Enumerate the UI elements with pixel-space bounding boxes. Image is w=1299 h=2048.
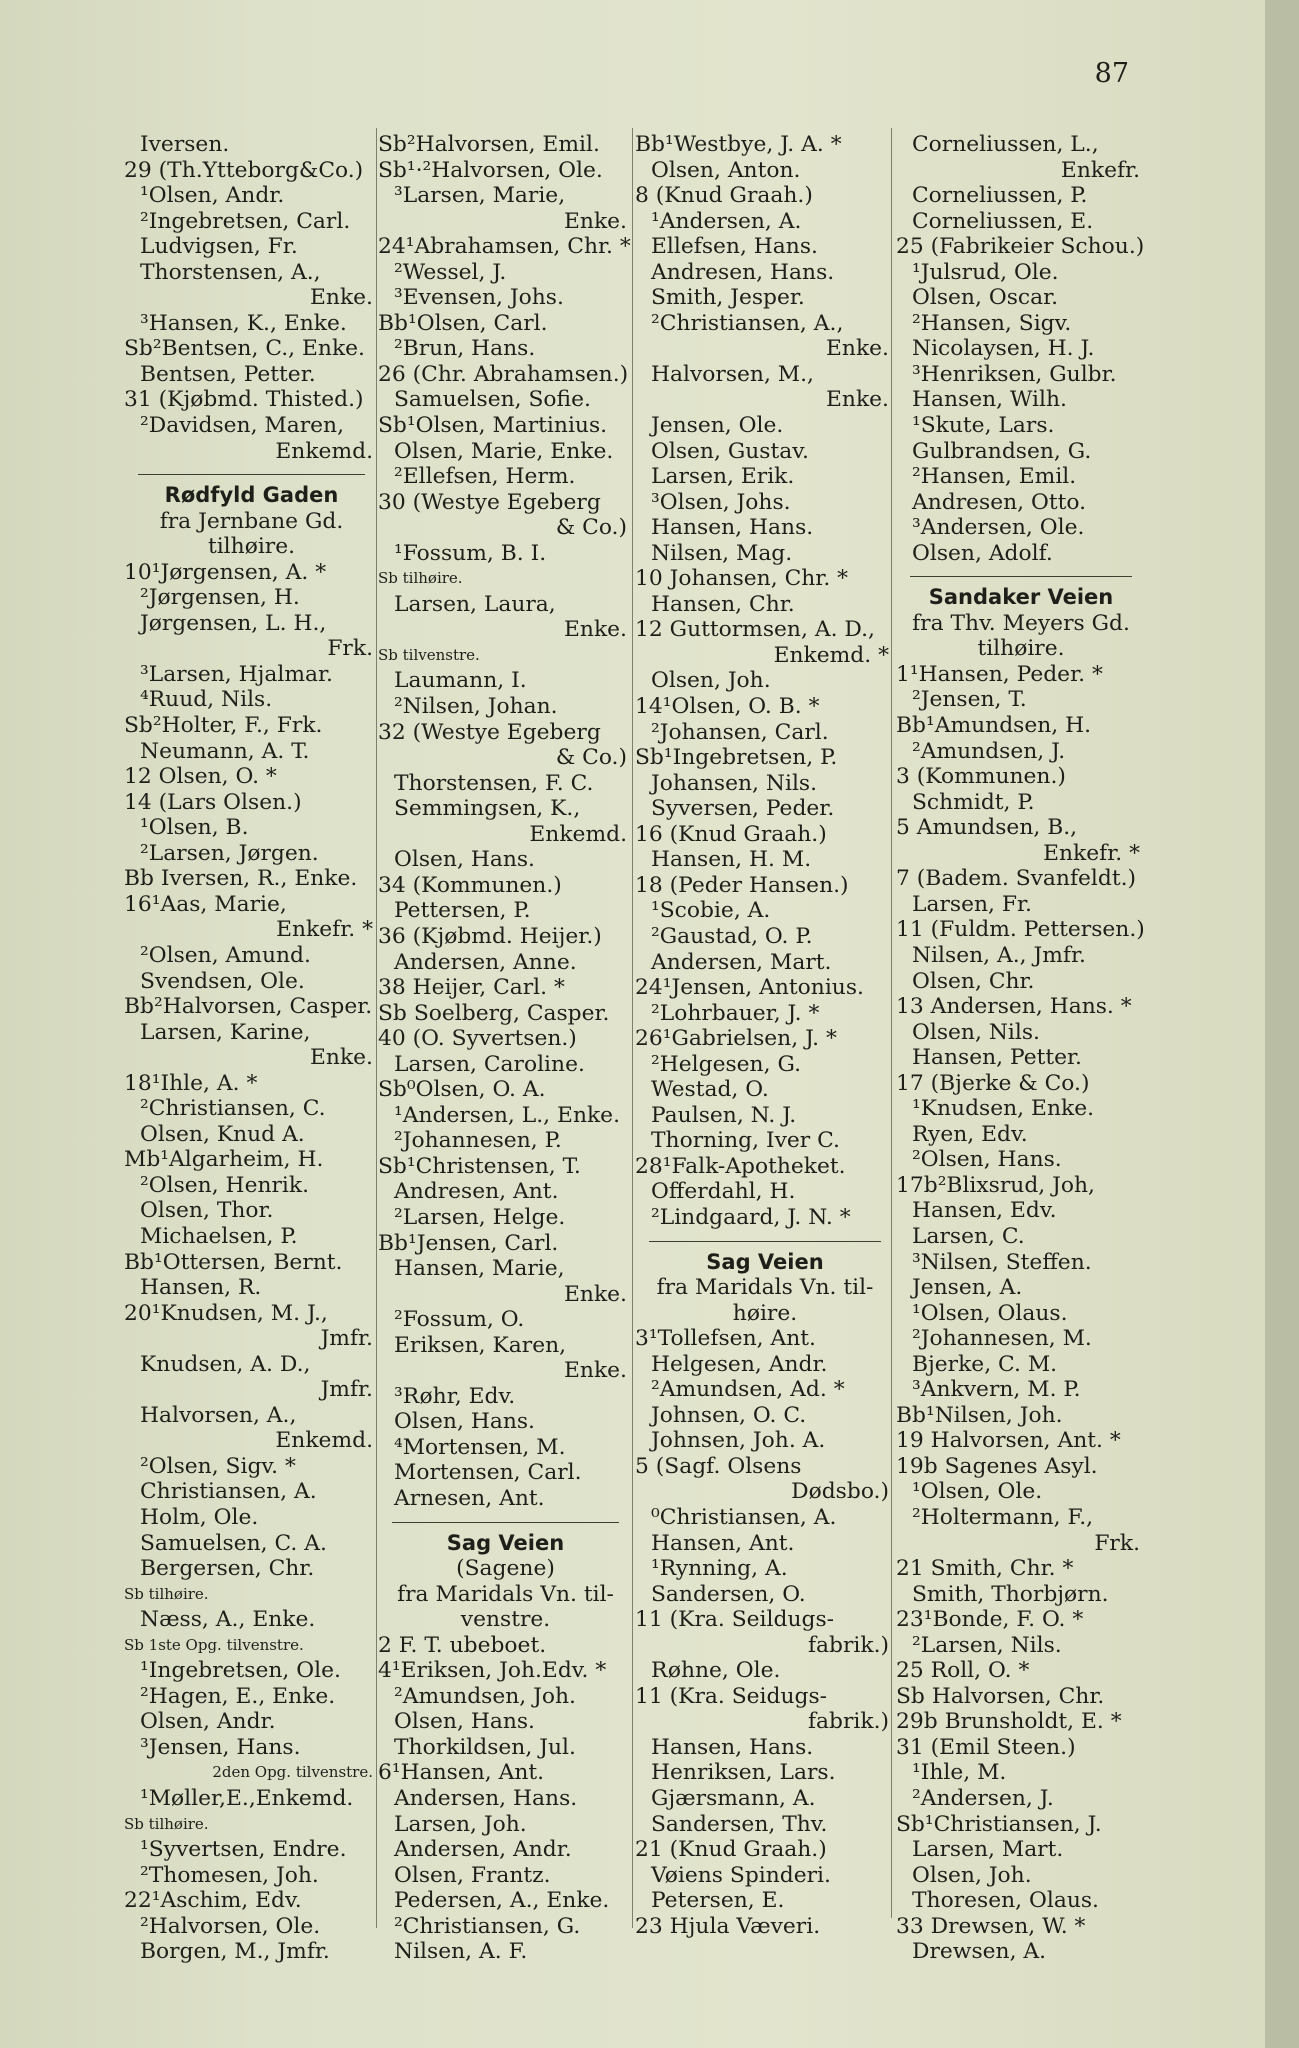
directory-entry: 3 (Kommunen.) bbox=[896, 764, 1066, 790]
directory-entry: 23¹Bonde, F. O. * bbox=[896, 1607, 1084, 1633]
directory-entry: Hansen, Ant. bbox=[651, 1530, 795, 1556]
directory-entry: Olsen, Knud A. bbox=[140, 1121, 305, 1147]
directory-entry: ²Amundsen, Ad. * bbox=[651, 1377, 845, 1403]
directory-entry: fra Jernbane Gd. bbox=[159, 508, 344, 534]
directory-entry: Hansen, Wilh. bbox=[912, 387, 1067, 413]
directory-entry: ³Andersen, Ole. bbox=[912, 515, 1085, 541]
directory-column-4 bbox=[896, 132, 1146, 1965]
directory-entry: Hansen, Marie, bbox=[394, 1256, 565, 1282]
directory-entry: Corneliussen, E. bbox=[912, 208, 1094, 234]
directory-entry: (Sagene) bbox=[456, 1556, 555, 1582]
directory-entry: Borgen, M., Jmfr. bbox=[140, 1939, 330, 1965]
directory-entry: Olsen, Andr. bbox=[140, 1709, 276, 1735]
directory-entry: 19 Halvorsen, Ant. * bbox=[896, 1428, 1121, 1454]
directory-entry: Enke. bbox=[564, 1358, 627, 1384]
directory-entry: Andersen, Hans. bbox=[394, 1786, 578, 1811]
directory-entry: ²Christiansen, A., bbox=[651, 310, 844, 336]
directory-entry: ³Olsen, Johs. bbox=[651, 489, 791, 515]
directory-entry: Halvorsen, M., bbox=[651, 361, 814, 387]
directory-entry: Sandersen, Thv. bbox=[651, 1811, 828, 1837]
directory-entry: 31 (Kjøbmd. Thisted.) bbox=[124, 387, 364, 413]
directory-entry: Neumann, A. T. bbox=[140, 738, 310, 764]
directory-entry: Frk. bbox=[327, 636, 373, 662]
directory-entry: Sb⁰Olsen, O. A. bbox=[378, 1077, 546, 1103]
directory-entry: Knudsen, A. D., bbox=[140, 1351, 311, 1377]
directory-entry: ¹Julsrud, Ole. bbox=[912, 259, 1059, 285]
directory-entry: Enke. bbox=[826, 387, 889, 413]
directory-entry: Enke. bbox=[564, 1281, 627, 1307]
directory-entry: ¹Rynning, A. bbox=[651, 1556, 788, 1582]
directory-entry: Henriksen, Lars. bbox=[651, 1760, 836, 1786]
directory-entry: ³Ankvern, M. P. bbox=[912, 1377, 1081, 1403]
directory-entry: 26¹Gabrielsen, J. * bbox=[635, 1026, 837, 1052]
directory-entry: 31 (Emil Steen.) bbox=[896, 1734, 1076, 1760]
directory-entry: ³Hansen, K., Enke. bbox=[140, 310, 347, 336]
directory-entry: Sb Halvorsen, Chr. bbox=[896, 1683, 1105, 1709]
directory-entry: Johansen, Nils. bbox=[651, 770, 818, 796]
directory-entry: Larsen, Fr. bbox=[912, 891, 1032, 917]
directory-entry: Olsen, Thor. bbox=[140, 1198, 274, 1224]
directory-entry: fra Thv. Meyers Gd. bbox=[912, 610, 1130, 636]
directory-entry: ²Andersen, J. bbox=[912, 1786, 1054, 1811]
directory-entry: ¹Syvertsen, Endre. bbox=[140, 1837, 347, 1863]
directory-entry: fabrik.) bbox=[807, 1632, 889, 1658]
directory-entry: Sb¹Ingebretsen, P. bbox=[635, 745, 838, 771]
street-heading: Sandaker Veien bbox=[928, 585, 1114, 610]
directory-entry: Enke. bbox=[310, 1045, 373, 1071]
directory-entry: tilhøire. bbox=[977, 636, 1065, 662]
directory-entry: Nilsen, A. F. bbox=[394, 1939, 528, 1965]
directory-entry: Nilsen, A., Jmfr. bbox=[912, 942, 1086, 968]
directory-entry: 16¹Aas, Marie, bbox=[124, 891, 287, 917]
directory-entry: ¹Knudsen, Enke. bbox=[912, 1096, 1095, 1122]
directory-entry: Halvorsen, A., bbox=[140, 1402, 297, 1428]
section-rule bbox=[138, 474, 365, 475]
directory-entry: ²Larsen, Jørgen. bbox=[140, 840, 319, 866]
directory-entry: Sandersen, O. bbox=[651, 1581, 806, 1607]
directory-entry: Sb tilhøire. bbox=[124, 1584, 209, 1603]
directory-entry: venstre. bbox=[460, 1607, 551, 1633]
directory-entry: Frk. bbox=[1094, 1530, 1140, 1556]
directory-entry: ¹Andersen, L., Enke. bbox=[394, 1102, 621, 1128]
directory-entry: Andersen, Mart. bbox=[651, 949, 832, 975]
directory-entry: Bb¹Nilsen, Joh. bbox=[896, 1402, 1063, 1428]
directory-entry: ²Brun, Hans. bbox=[394, 336, 536, 362]
directory-entry: Larsen, Karine, bbox=[140, 1019, 311, 1045]
directory-entry: Sb tilhøire. bbox=[124, 1814, 209, 1833]
directory-entry: Enkefr. * bbox=[1043, 840, 1140, 866]
directory-entry: ¹Olsen, Andr. bbox=[140, 183, 285, 209]
directory-entry: ¹Ihle, M. bbox=[912, 1760, 1007, 1786]
directory-entry: Christiansen, A. bbox=[140, 1479, 317, 1505]
directory-entry: ²Helgesen, G. bbox=[651, 1051, 802, 1077]
directory-entry: Smith, Thorbjørn. bbox=[912, 1581, 1109, 1607]
directory-entry: Enkemd. * bbox=[773, 642, 889, 668]
directory-entry: ¹Olsen, B. bbox=[140, 815, 249, 841]
directory-entry: 3¹Tollefsen, Ant. bbox=[635, 1326, 816, 1352]
directory-entry: ²Amundsen, Joh. bbox=[394, 1683, 576, 1709]
directory-entry: Offerdahl, H. bbox=[651, 1179, 796, 1205]
directory-entry: Sb²Bentsen, C., Enke. bbox=[124, 336, 365, 362]
directory-entry: 1¹Hansen, Peder. * bbox=[896, 661, 1103, 687]
directory-entry: Thorstensen, A., bbox=[140, 259, 321, 285]
directory-entry: 38 Heijer, Carl. * bbox=[378, 975, 565, 1001]
section-rule bbox=[649, 1241, 881, 1242]
directory-entry: fra Maridals Vn. til- bbox=[397, 1581, 614, 1607]
directory-entry: Enke. bbox=[826, 336, 889, 362]
directory-entry: Nilsen, Mag. bbox=[651, 540, 793, 566]
directory-entry: 11 (Kra. Seildugs- bbox=[635, 1607, 834, 1633]
directory-entry: Røhne, Ole. bbox=[651, 1658, 781, 1684]
directory-entry: Enkemd. bbox=[275, 1428, 373, 1454]
directory-entry: fabrik.) bbox=[807, 1709, 889, 1735]
directory-entry: Laumann, I. bbox=[394, 668, 527, 694]
directory-column-1 bbox=[124, 132, 379, 1965]
directory-entry: Hansen, Hans. bbox=[651, 515, 814, 541]
street-heading: Sag Veien bbox=[706, 1249, 824, 1274]
directory-entry: Eriksen, Karen, bbox=[394, 1332, 567, 1358]
directory-entry: Sb tilhøire. bbox=[378, 569, 463, 588]
directory-entry: Gulbrandsen, G. bbox=[912, 438, 1092, 464]
directory-entry: ²Olsen, Henrik. bbox=[140, 1172, 310, 1198]
directory-entry: Semmingsen, K., bbox=[394, 796, 581, 822]
directory-entry: Sb tilvenstre. bbox=[378, 645, 480, 664]
directory-entry: Jensen, Ole. bbox=[651, 413, 784, 439]
directory-entry: Bentsen, Petter. bbox=[140, 361, 316, 387]
directory-entry: ¹Skute, Lars. bbox=[912, 413, 1055, 439]
directory-entry: Olsen, Marie, Enke. bbox=[394, 438, 614, 464]
directory-entry: Bb¹Ottersen, Bernt. bbox=[124, 1249, 343, 1275]
directory-entry: 5 (Sagf. Olsens bbox=[635, 1453, 802, 1479]
directory-entry: Bb¹Olsen, Carl. bbox=[378, 310, 548, 336]
directory-entry: Michaelsen, P. bbox=[140, 1223, 298, 1249]
directory-column-3 bbox=[635, 132, 895, 1939]
directory-entry: ¹Møller,E.,Enkemd. bbox=[140, 1786, 354, 1811]
directory-entry: Olsen, Nils. bbox=[912, 1019, 1040, 1045]
section-rule bbox=[392, 1522, 619, 1523]
directory-entry: Thorning, Iver C. bbox=[651, 1128, 840, 1154]
directory-entry: Olsen, Adolf. bbox=[912, 540, 1053, 566]
directory-entry: Olsen, Hans. bbox=[394, 847, 535, 873]
directory-entry: Larsen, Caroline. bbox=[394, 1051, 585, 1077]
directory-entry: Andersen, Andr. bbox=[394, 1837, 572, 1863]
directory-entry: Iversen. bbox=[140, 132, 230, 157]
directory-entry: 12 Olsen, O. * bbox=[124, 764, 277, 790]
directory-entry: Larsen, Laura, bbox=[394, 591, 556, 617]
directory-entry: Hansen, H. M. bbox=[651, 847, 812, 873]
directory-entry: ⁰Christiansen, A. bbox=[651, 1504, 837, 1530]
directory-entry: 36 (Kjøbmd. Heijer.) bbox=[378, 923, 602, 949]
directory-entry: 25 Roll, O. * bbox=[896, 1658, 1030, 1684]
directory-entry: ³Evensen, Johs. bbox=[394, 285, 564, 311]
directory-entry: Olsen, Joh. bbox=[912, 1862, 1032, 1888]
directory-entry: 18 (Peder Hansen.) bbox=[635, 872, 849, 898]
directory-entry: Larsen, Joh. bbox=[394, 1811, 527, 1837]
directory-entry: ²Holtermann, F., bbox=[912, 1504, 1094, 1530]
directory-entry: 25 (Fabrikeier Schou.) bbox=[896, 234, 1145, 260]
directory-entry: ⁴Ruud, Nils. bbox=[140, 687, 273, 713]
directory-entry: 6¹Hansen, Ant. bbox=[378, 1760, 545, 1786]
directory-entry: ¹Olsen, Olaus. bbox=[912, 1300, 1068, 1326]
directory-entry: 19b Sagenes Asyl. bbox=[896, 1453, 1098, 1479]
directory-entry: ²Hansen, Sigv. bbox=[912, 310, 1072, 336]
directory-entry: Olsen, Oscar. bbox=[912, 285, 1059, 311]
page-number: 87 bbox=[1094, 58, 1129, 89]
directory-entry: 21 Smith, Chr. * bbox=[896, 1556, 1074, 1582]
directory-entry: Andresen, Otto. bbox=[912, 489, 1087, 515]
directory-entry: Enkemd. bbox=[529, 821, 627, 847]
directory-entry: Olsen, Chr. bbox=[912, 968, 1035, 994]
directory-entry: 11 (Fuldm. Pettersen.) bbox=[896, 917, 1145, 943]
directory-entry: 14¹Olsen, O. B. * bbox=[635, 694, 820, 720]
directory-entry: Sb²Holter, F., Frk. bbox=[124, 713, 323, 739]
directory-entry: ²Hansen, Emil. bbox=[912, 464, 1077, 490]
directory-entry: Smith, Jesper. bbox=[651, 285, 805, 311]
directory-entry: ²Amundsen, J. bbox=[912, 738, 1066, 764]
directory-entry: ³Larsen, Hjalmar. bbox=[140, 661, 333, 687]
directory-entry: Bb²Halvorsen, Casper. bbox=[124, 994, 373, 1020]
directory-entry: Samuelsen, Sofie. bbox=[394, 387, 591, 413]
directory-entry: Olsen, Hans. bbox=[394, 1409, 535, 1435]
directory-entry: 7 (Badem. Svanfeldt.) bbox=[896, 866, 1137, 892]
directory-entry: 40 (O. Syvertsen.) bbox=[378, 1026, 577, 1052]
directory-entry: ⁴Mortensen, M. bbox=[394, 1434, 566, 1460]
directory-entry: ²Christiansen, C. bbox=[140, 1096, 326, 1122]
directory-entry: Svendsen, Ole. bbox=[140, 968, 305, 994]
directory-entry: 32 (Westye Egeberg bbox=[378, 719, 601, 745]
directory-entry: 28¹Falk-Apotheket. bbox=[635, 1153, 846, 1179]
directory-entry: ³Henriksen, Gulbr. bbox=[912, 361, 1117, 387]
directory-entry: Olsen, Gustav. bbox=[651, 438, 809, 464]
directory-entry: Petersen, E. bbox=[651, 1888, 785, 1914]
directory-entry: 17b²Blixsrud, Joh, bbox=[896, 1172, 1095, 1198]
directory-entry: ²Halvorsen, Ole. bbox=[140, 1913, 321, 1939]
directory-entry: Larsen, C. bbox=[912, 1223, 1025, 1249]
directory-entry: Enkefr. bbox=[1060, 157, 1140, 183]
directory-entry: Enke. bbox=[310, 285, 373, 311]
directory-entry: 14 (Lars Olsen.) bbox=[124, 789, 302, 815]
directory-entry: ²Johansen, Carl. bbox=[651, 719, 829, 745]
directory-entry: Bb Iversen, R., Enke. bbox=[124, 866, 358, 892]
directory-entry: ²Jensen, T. bbox=[912, 687, 1027, 713]
directory-entry: ³Røhr, Edv. bbox=[394, 1383, 516, 1409]
directory-entry: Vøiens Spinderi. bbox=[651, 1862, 831, 1888]
directory-column-2 bbox=[378, 132, 633, 1965]
directory-entry: Bjerke, C. M. bbox=[912, 1351, 1058, 1377]
directory-entry: ²Wessel, J. bbox=[394, 259, 507, 285]
directory-entry: ²Gaustad, O. P. bbox=[651, 923, 813, 949]
directory-entry: Jmfr. bbox=[320, 1326, 373, 1352]
directory-entry: Thorstensen, F. C. bbox=[394, 770, 594, 796]
directory-entry: Thorkildsen, Jul. bbox=[394, 1734, 576, 1760]
directory-entry: 2den Opg. tilvenstre. bbox=[212, 1763, 373, 1782]
directory-entry: 33 Drewsen, W. * bbox=[896, 1913, 1086, 1939]
directory-entry: Bb¹Jensen, Carl. bbox=[378, 1230, 559, 1256]
directory-entry: 23 Hjula Væveri. bbox=[635, 1913, 821, 1939]
directory-entry: ²Ingebretsen, Carl. bbox=[140, 208, 351, 234]
directory-entry: Hansen, R. bbox=[140, 1275, 262, 1301]
directory-entry: ³Larsen, Marie, bbox=[394, 183, 566, 209]
directory-entry: 17 (Bjerke & Co.) bbox=[896, 1070, 1090, 1096]
directory-entry: Olsen, Frantz. bbox=[394, 1862, 551, 1888]
directory-entry: ¹Ingebretsen, Ole. bbox=[140, 1658, 341, 1684]
directory-entry: ²Olsen, Hans. bbox=[912, 1147, 1062, 1173]
directory-entry: Holm, Ole. bbox=[140, 1504, 259, 1530]
directory-entry: Pettersen, P. bbox=[394, 898, 531, 924]
directory-entry: tilhøire. bbox=[207, 534, 296, 560]
section-rule bbox=[910, 576, 1132, 577]
directory-entry: 29 (Th.Ytteborg&Co.) bbox=[124, 157, 364, 183]
directory-entry: Sb Soelberg, Casper. bbox=[378, 1000, 610, 1026]
directory-entry: Hansen, Petter. bbox=[912, 1045, 1082, 1071]
directory-entry: 34 (Kommunen.) bbox=[378, 872, 562, 898]
street-heading: Sag Veien bbox=[446, 1530, 565, 1555]
directory-entry: 16 (Knud Graah.) bbox=[635, 821, 827, 847]
directory-entry: Sb¹·²Halvorsen, Ole. bbox=[378, 157, 603, 183]
directory-entry: 4¹Eriksen, Joh.Edv. * bbox=[378, 1658, 607, 1684]
directory-entry: ²Christiansen, G. bbox=[394, 1913, 581, 1939]
directory-entry: Corneliussen, L., bbox=[912, 132, 1099, 157]
directory-entry: Johnsen, O. C. bbox=[651, 1402, 807, 1428]
directory-entry: ²Davidsen, Maren, bbox=[140, 413, 345, 439]
directory-entry: 24¹Jensen, Antonius. bbox=[635, 975, 864, 1001]
directory-entry: 21 (Knud Graah.) bbox=[635, 1837, 827, 1863]
directory-entry: 26 (Chr. Abrahamsen.) bbox=[378, 361, 629, 387]
directory-entry: Nicolaysen, H. J. bbox=[912, 336, 1095, 362]
directory-entry: Næss, A., Enke. bbox=[140, 1607, 316, 1633]
directory-entry: ²Larsen, Helge. bbox=[394, 1204, 566, 1230]
directory-entry: ²Larsen, Nils. bbox=[912, 1632, 1062, 1658]
directory-entry: Mb¹Algarheim, H. bbox=[124, 1147, 324, 1173]
directory-entry: 11 (Kra. Seidugs- bbox=[635, 1683, 828, 1709]
directory-entry: ³Jensen, Hans. bbox=[140, 1734, 301, 1760]
directory-entry: ²Fossum, O. bbox=[394, 1307, 525, 1333]
directory-entry: & Co.) bbox=[555, 745, 627, 771]
directory-entry: Sb 1ste Opg. tilvenstre. bbox=[124, 1635, 304, 1654]
directory-entry: Hansen, Hans. bbox=[651, 1734, 814, 1760]
directory-entry: Helgesen, Andr. bbox=[651, 1351, 828, 1377]
directory-entry: høire. bbox=[732, 1300, 798, 1326]
directory-entry: Paulsen, N. J. bbox=[651, 1102, 797, 1128]
directory-entry: ²Nilsen, Johan. bbox=[394, 694, 558, 720]
directory-entry: fra Maridals Vn. til- bbox=[656, 1275, 874, 1301]
directory-entry: 10¹Jørgensen, A. * bbox=[124, 559, 327, 585]
directory-entry: Larsen, Mart. bbox=[912, 1837, 1064, 1863]
directory-entry: Ludvigsen, Fr. bbox=[140, 234, 298, 260]
directory-entry: 10 Johansen, Chr. * bbox=[635, 566, 849, 592]
directory-entry: & Co.) bbox=[555, 515, 627, 541]
directory-entry: ²Olsen, Sigv. * bbox=[140, 1453, 296, 1479]
directory-entry: 8 (Knud Graah.) bbox=[635, 183, 813, 209]
directory-entry: Syversen, Peder. bbox=[651, 796, 835, 822]
directory-entry: Bb¹Amundsen, H. bbox=[896, 713, 1092, 739]
directory-entry: Enkemd. bbox=[275, 438, 373, 464]
directory-entry: Corneliussen, P. bbox=[912, 183, 1088, 209]
directory-entry: Andresen, Ant. bbox=[394, 1179, 559, 1205]
directory-entry: 13 Andersen, Hans. * bbox=[896, 994, 1132, 1020]
directory-entry: 29b Brunsholdt, E. * bbox=[896, 1709, 1122, 1735]
directory-entry: ³Nilsen, Steffen. bbox=[912, 1249, 1092, 1275]
directory-entry: 12 Guttormsen, A. D., bbox=[635, 617, 875, 643]
directory-entry: Arnesen, Ant. bbox=[394, 1485, 545, 1511]
directory-entry: Bb¹Westbye, J. A. * bbox=[635, 132, 842, 157]
street-heading: Rødfyld Gaden bbox=[164, 483, 339, 508]
directory-entry: ¹Andersen, A. bbox=[651, 208, 802, 234]
directory-entry: Mortensen, Carl. bbox=[394, 1460, 582, 1486]
directory-entry: Sb¹Christiansen, J. bbox=[896, 1811, 1102, 1837]
directory-entry: 22¹Aschim, Edv. bbox=[124, 1888, 302, 1914]
directory-entry: Olsen, Joh. bbox=[651, 668, 771, 694]
directory-entry: 2 F. T. ubeboet. bbox=[378, 1632, 547, 1658]
directory-entry: Gjærsmann, A. bbox=[651, 1786, 816, 1811]
directory-entry: Hansen, Chr. bbox=[651, 591, 795, 617]
directory-entry: ²Lindgaard, J. N. * bbox=[651, 1204, 851, 1230]
directory-entry: Pedersen, A., Enke. bbox=[394, 1888, 610, 1914]
directory-entry: 18¹Ihle, A. * bbox=[124, 1070, 258, 1096]
directory-entry: Westad, O. bbox=[651, 1077, 769, 1103]
page-edge bbox=[1265, 0, 1299, 2048]
directory-entry: ²Johannesen, M. bbox=[912, 1326, 1092, 1352]
directory-entry: Olsen, Hans. bbox=[394, 1709, 535, 1735]
directory-entry: ²Johannesen, P. bbox=[394, 1128, 562, 1154]
directory-entry: Johnsen, Joh. A. bbox=[651, 1428, 826, 1454]
directory-entry: 5 Amundsen, B., bbox=[896, 815, 1078, 841]
directory-entry: Enke. bbox=[564, 617, 627, 643]
directory-entry: ²Lohrbauer, J. * bbox=[651, 1000, 820, 1026]
directory-entry: Thoresen, Olaus. bbox=[912, 1888, 1099, 1914]
directory-entry: Jmfr. bbox=[320, 1377, 373, 1403]
directory-entry: Enke. bbox=[564, 208, 627, 234]
directory-entry: Andersen, Anne. bbox=[394, 949, 577, 975]
directory-entry: ²Jørgensen, H. bbox=[140, 585, 300, 611]
directory-entry: Schmidt, P. bbox=[912, 789, 1035, 815]
directory-entry: Olsen, Anton. bbox=[651, 157, 801, 183]
directory-entry: ²Ellefsen, Herm. bbox=[394, 464, 576, 490]
directory-entry: ¹Fossum, B. I. bbox=[394, 540, 547, 566]
directory-entry: Sb²Halvorsen, Emil. bbox=[378, 132, 600, 157]
directory-entry: 30 (Westye Egeberg bbox=[378, 489, 601, 515]
directory-entry: Jørgensen, L. H., bbox=[140, 610, 327, 636]
directory-entry: Andresen, Hans. bbox=[651, 259, 835, 285]
directory-entry: Enkefr. * bbox=[276, 917, 373, 943]
directory-entry: Ellefsen, Hans. bbox=[651, 234, 818, 260]
directory-entry: ²Thomesen, Joh. bbox=[140, 1862, 319, 1888]
directory-entry: Bergersen, Chr. bbox=[140, 1556, 315, 1582]
directory-entry: Ryen, Edv. bbox=[912, 1121, 1028, 1147]
directory-entry: Dødsbo.) bbox=[791, 1479, 889, 1505]
directory-entry: ²Olsen, Amund. bbox=[140, 942, 311, 968]
directory-entry: ¹Olsen, Ole. bbox=[912, 1479, 1043, 1505]
directory-entry: Drewsen, A. bbox=[912, 1939, 1047, 1965]
directory-entry: 24¹Abrahamsen, Chr. * bbox=[378, 234, 631, 260]
directory-entry: Sb¹Christensen, T. bbox=[378, 1153, 581, 1179]
directory-entry: ¹Scobie, A. bbox=[651, 898, 771, 924]
directory-entry: Samuelsen, C. A. bbox=[140, 1530, 327, 1556]
directory-entry: Larsen, Erik. bbox=[651, 464, 795, 490]
directory-entry: Sb¹Olsen, Martinius. bbox=[378, 413, 608, 439]
directory-entry: Hansen, Edv. bbox=[912, 1198, 1057, 1224]
directory-entry: 20¹Knudsen, M. J., bbox=[124, 1300, 328, 1326]
directory-entry: ²Hagen, E., Enke. bbox=[140, 1683, 336, 1709]
directory-entry: Jensen, A. bbox=[912, 1275, 1023, 1301]
